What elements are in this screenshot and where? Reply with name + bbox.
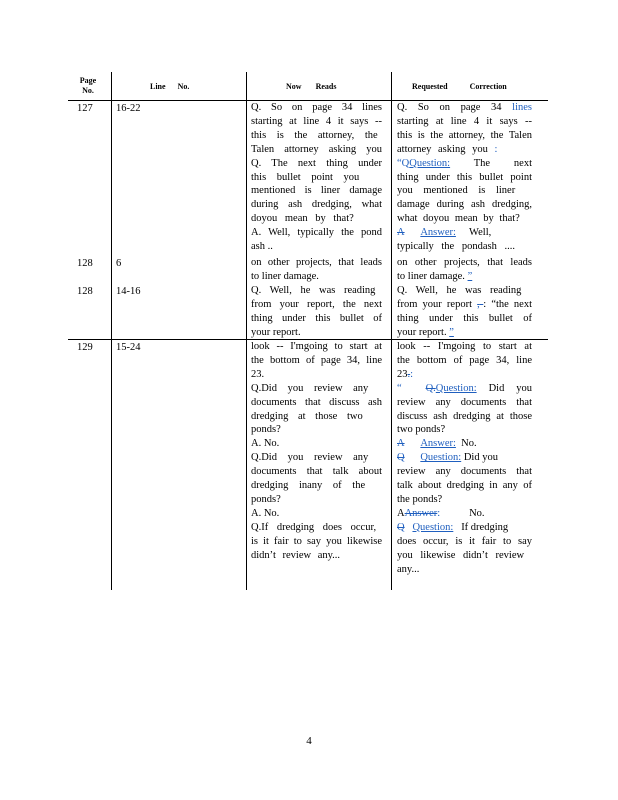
inserted-text: Question: — [435, 382, 477, 394]
text-line: thing under this bullet point — [397, 171, 532, 183]
text-line: the bottom of page 34, line — [397, 354, 532, 366]
header-line-no-label: No. — [177, 82, 190, 91]
header-page-no — [74, 76, 102, 96]
correction-markup — [409, 158, 450, 169]
text-line: typically the pondash .... — [397, 241, 515, 253]
table-vertical-rule — [111, 72, 112, 590]
correction-cell — [397, 284, 532, 340]
text-line: the ponds? — [397, 493, 443, 505]
text-line: A. No. — [251, 438, 280, 450]
text-line: doyou mean by that? — [251, 213, 354, 225]
text-line — [397, 507, 532, 521]
text-line: ponds? — [251, 493, 281, 505]
text-line — [397, 326, 532, 340]
correction-cell — [397, 340, 532, 576]
text-line: ponds? — [251, 424, 281, 436]
page-cell: 129 — [77, 342, 93, 353]
text-line: 23. — [251, 368, 265, 380]
text-line: thing under this bullet of — [251, 312, 382, 324]
table-vertical-rule — [246, 72, 247, 590]
text-line: from your report, the next — [251, 298, 382, 310]
text-line: A. Well, typically the pond — [251, 227, 382, 239]
text-line: the bottom of page 34, line — [251, 354, 382, 366]
text-line: discuss ash dredging at those — [397, 410, 532, 422]
text-line: Q. So on page 34 lines — [251, 102, 382, 113]
text-line — [397, 451, 532, 465]
inserted-text: Question: — [409, 157, 451, 169]
page-cell: 128 — [77, 286, 93, 297]
header-line-label: Line — [150, 82, 166, 91]
text-line: you likewise didn’t review — [397, 549, 525, 561]
inserted-text: ” — [467, 270, 473, 282]
inserted-text: Answer: — [420, 438, 456, 450]
text-run: attorney asking you — [397, 143, 488, 155]
inserted-text: Answer: — [420, 227, 456, 239]
text-run: No. — [461, 438, 477, 450]
text-run: to liner damage. — [397, 270, 465, 282]
line-cell: 6 — [116, 258, 122, 269]
inserted-text: lines — [512, 102, 532, 113]
text-line — [397, 226, 532, 240]
text-line: Q. Well, he was reading — [397, 285, 522, 296]
inserted-text: : — [410, 368, 414, 380]
header-correction-label: Correction — [469, 82, 507, 91]
text-line: you mentioned is liner — [397, 185, 516, 197]
text-line: during ash dredging, what — [251, 199, 382, 211]
inserted-text: “Q — [397, 157, 410, 169]
text-line: Q.If dredging does occur, — [251, 521, 377, 533]
text-line: this is the attorney, the — [251, 129, 378, 141]
deleted-text: . — [407, 368, 411, 380]
text-run: Did you — [463, 452, 498, 464]
text-line: talk about dredging in any of — [397, 480, 532, 492]
text-line: review any documents that — [397, 466, 532, 478]
deleted-text: A — [397, 438, 405, 450]
inserted-text: : — [437, 507, 441, 519]
text-line — [397, 298, 532, 312]
text-line: what doyou mean by that? — [397, 213, 520, 225]
line-cell: 16-22 — [116, 103, 141, 114]
text-run: Q. So on page 34 — [397, 102, 502, 113]
text-line: Q. The next thing under — [251, 157, 382, 169]
text-line: look -- I'mgoing to start at — [397, 341, 532, 352]
header-line-no — [150, 82, 210, 92]
now-reads-cell — [251, 284, 382, 340]
header-no-label: No. — [82, 86, 94, 95]
text-line — [397, 143, 532, 157]
header-now-label: Now — [286, 82, 302, 91]
text-line — [397, 437, 532, 451]
now-reads-cell — [251, 340, 382, 563]
page-number: 4 — [306, 735, 312, 747]
text-line: this bullet point you — [251, 171, 360, 183]
text-run: A — [397, 507, 405, 519]
text-line: documents that talk about — [251, 466, 382, 478]
line-cell: 14-16 — [116, 286, 141, 297]
text-run: 23 — [397, 368, 408, 380]
page-cell: 127 — [77, 103, 93, 114]
text-line: dredging inany of the — [251, 480, 366, 492]
text-line: is it fair to say you likewise — [251, 535, 382, 547]
inserted-text: ” — [449, 326, 454, 338]
text-line — [397, 382, 532, 396]
now-reads-cell — [251, 101, 382, 254]
text-run: your report. — [397, 326, 447, 338]
inserted-text: Question: — [420, 452, 462, 464]
header-requested-label: Requested — [412, 82, 448, 91]
deleted-text: Answer — [404, 507, 438, 519]
text-run: : “the next — [483, 298, 533, 310]
text-line: does occur, is it fair to say — [397, 535, 532, 547]
deleted-text: Q. — [425, 382, 436, 394]
deleted-text: A — [397, 227, 405, 239]
text-line: starting at line 4 it says -- — [397, 115, 532, 127]
text-line: starting at line 4 it says -- — [251, 115, 382, 127]
text-line: Q.Did you review any — [251, 382, 369, 394]
text-line: review any documents that — [397, 396, 532, 408]
text-line: two ponds? — [397, 424, 446, 436]
inserted-text: : — [494, 143, 498, 155]
header-now-reads — [286, 82, 366, 92]
text-line: documents that discuss ash — [251, 396, 382, 408]
correction-markup — [405, 508, 441, 519]
text-line: didn’t review any... — [251, 549, 341, 561]
deleted-text: - — [479, 298, 484, 310]
header-page-label: Page — [79, 76, 97, 85]
header-requested-correction — [412, 82, 532, 92]
text-run: The next — [473, 157, 532, 169]
text-line: mentioned is liner damage — [251, 185, 382, 197]
text-line: Q.Did you review any — [251, 452, 369, 464]
page-cell: 128 — [77, 258, 93, 269]
now-reads-cell — [251, 256, 382, 284]
deleted-text: , — [477, 298, 480, 310]
text-line — [397, 101, 532, 115]
text-run: Did you — [488, 382, 533, 394]
text-line — [397, 157, 532, 171]
text-line: your report. — [251, 326, 301, 338]
text-line: Q. Well, he was reading — [251, 285, 376, 296]
text-line: Talen attorney asking you — [251, 143, 382, 155]
text-line: A. No. — [251, 507, 280, 519]
deleted-text: Q — [397, 452, 405, 464]
text-run: Well, — [469, 227, 492, 239]
text-line: thing under this bullet of — [397, 312, 532, 324]
line-cell: 15-24 — [116, 342, 141, 353]
text-run: If dredging — [461, 521, 509, 533]
text-line: on other projects, that leads — [251, 257, 382, 268]
inserted-text: Question: — [412, 521, 454, 533]
text-line: damage during ash dredging, — [397, 199, 532, 211]
header-reads-label: Reads — [315, 82, 337, 91]
table-vertical-rule — [391, 72, 392, 590]
correction-cell — [397, 256, 532, 284]
text-run: No. — [469, 507, 485, 519]
correction-cell — [397, 101, 532, 254]
inserted-text: “ — [397, 382, 402, 394]
text-line — [397, 521, 532, 535]
deleted-text: Q — [397, 521, 405, 533]
text-line: on other projects, that leads — [397, 257, 532, 268]
text-line: look -- I'mgoing to start at — [251, 341, 382, 352]
text-line: any... — [397, 563, 420, 575]
text-line — [397, 270, 532, 284]
text-line — [397, 368, 532, 382]
text-line: this is the attorney, the Talen — [397, 129, 532, 141]
text-line: to liner damage. — [251, 270, 319, 282]
text-line: dredging at those two — [251, 410, 363, 422]
text-line: ash .. — [251, 241, 273, 253]
text-run: from your report — [397, 298, 472, 310]
